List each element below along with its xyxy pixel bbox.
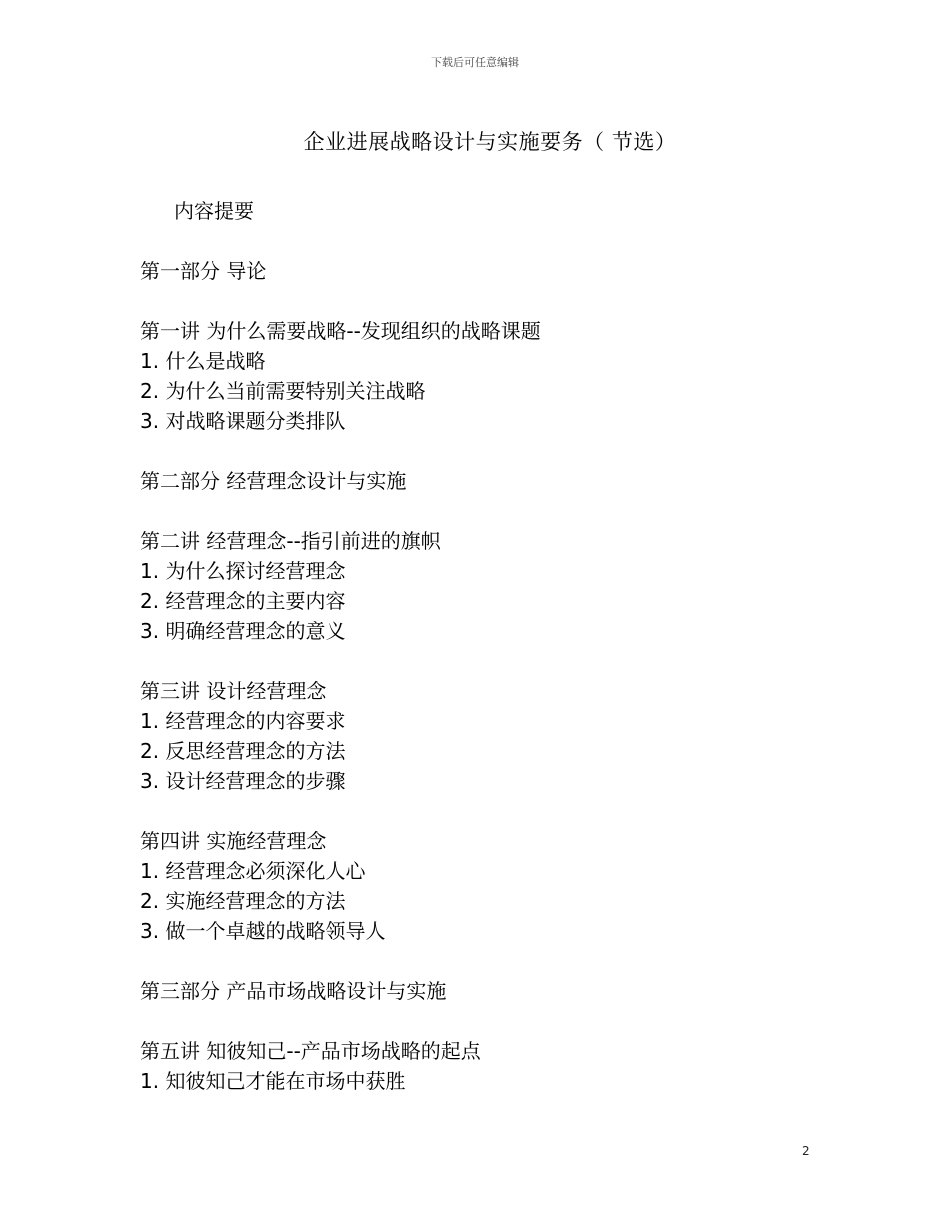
lecture-item: 1. 什么是战略 — [140, 349, 266, 373]
lecture-item: 2. 反思经营理念的方法 — [140, 739, 346, 763]
document-title: 企业进展战略设计与实施要务（ 节选） — [303, 130, 677, 154]
lecture-title: 第五讲 知彼知己--产品市场战略的起点 — [140, 1039, 481, 1063]
lecture-title: 第二讲 经营理念--指引前进的旗帜 — [140, 529, 441, 553]
lecture-item: 3. 做一个卓越的战略领导人 — [140, 919, 386, 943]
section-heading: 第三部分 产品市场战略设计与实施 — [140, 979, 447, 1003]
page-number: 2 — [802, 1144, 810, 1158]
page-header-note: 下载后可任意编辑 — [431, 56, 519, 69]
lecture-item: 3. 明确经营理念的意义 — [140, 619, 346, 643]
lecture-title: 第一讲 为什么需要战略--发现组织的战略课题 — [140, 319, 541, 343]
summary-label: 内容提要 — [174, 199, 254, 223]
lecture-item: 2. 经营理念的主要内容 — [140, 589, 346, 613]
lecture-item: 3. 对战略课题分类排队 — [140, 409, 346, 433]
lecture-title: 第四讲 实施经营理念 — [140, 829, 327, 853]
lecture-item: 1. 知彼知己才能在市场中获胜 — [140, 1069, 406, 1093]
section-heading: 第一部分 导论 — [140, 259, 267, 283]
lecture-title: 第三讲 设计经营理念 — [140, 679, 327, 703]
lecture-item: 3. 设计经营理念的步骤 — [140, 769, 346, 793]
lecture-item: 1. 经营理念的内容要求 — [140, 709, 346, 733]
lecture-item: 1. 为什么探讨经营理念 — [140, 559, 346, 583]
lecture-item: 2. 实施经营理念的方法 — [140, 889, 346, 913]
section-heading: 第二部分 经营理念设计与实施 — [140, 469, 407, 493]
lecture-item: 1. 经营理念必须深化人心 — [140, 859, 366, 883]
lecture-item: 2. 为什么当前需要特别关注战略 — [140, 379, 426, 403]
document-body — [140, 196, 860, 1096]
